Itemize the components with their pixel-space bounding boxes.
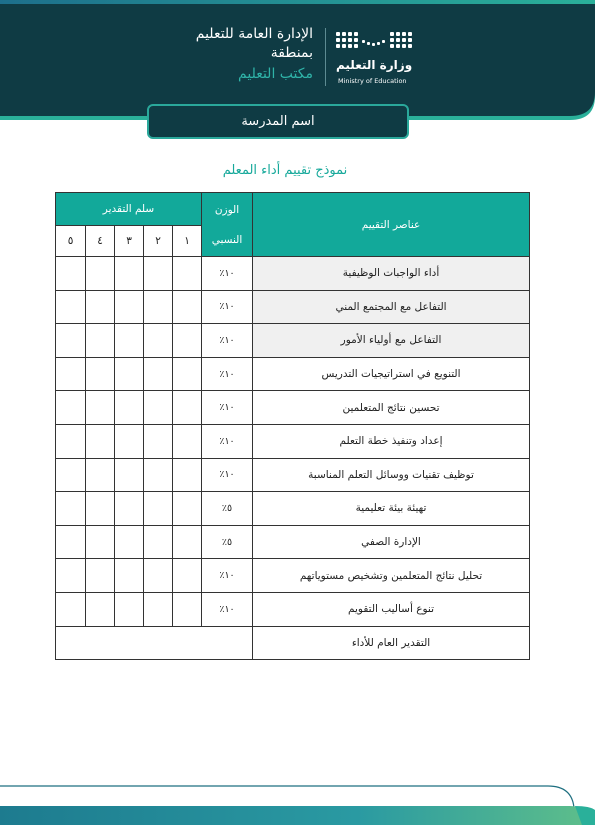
weight-cell: ١٠٪ [202, 324, 253, 358]
scale-4: ٤ [86, 226, 115, 257]
school-name-box: اسم المدرسة [147, 104, 409, 139]
criterion-cell: إعداد وتنفيذ خطة التعلم [253, 424, 530, 458]
scale-2: ٢ [144, 226, 173, 257]
footer-decoration [0, 780, 595, 825]
score-cell[interactable] [86, 525, 115, 559]
weight-cell: ١٠٪ [202, 257, 253, 291]
score-cell[interactable] [115, 458, 144, 492]
score-cell[interactable] [173, 290, 202, 324]
weight-header-line-2: النسبي [211, 233, 243, 246]
criterion-cell: التفاعل مع أولياء الأمور [253, 324, 530, 358]
weight-cell: ١٠٪ [202, 592, 253, 626]
score-cell[interactable] [115, 559, 144, 593]
score-cell[interactable] [115, 492, 144, 526]
criterion-cell: تحليل نتائج المتعلمين وتشخيص مستوياتهم [253, 559, 530, 593]
score-cell[interactable] [115, 324, 144, 358]
score-cell[interactable] [86, 492, 115, 526]
header-divider [325, 28, 326, 86]
weight-cell: ١٠٪ [202, 559, 253, 593]
table-row [56, 559, 530, 593]
score-cell[interactable] [56, 458, 86, 492]
score-cell[interactable] [173, 324, 202, 358]
weight-header-line-1: الوزن [214, 203, 240, 216]
overall-score-cell[interactable] [56, 626, 253, 660]
table-row [56, 257, 530, 291]
page-header [0, 0, 595, 140]
table-row [56, 324, 530, 358]
form-title: نموذج تقييم أداء المعلم [222, 163, 348, 178]
criteria-header: عناصر التقييم [253, 193, 530, 257]
score-cell[interactable] [144, 290, 173, 324]
score-cell[interactable] [115, 391, 144, 425]
score-cell[interactable] [173, 357, 202, 391]
score-cell[interactable] [56, 424, 86, 458]
table-row [56, 458, 530, 492]
score-cell[interactable] [86, 424, 115, 458]
score-cell[interactable] [115, 257, 144, 291]
directorate-line-2: بمنطقة [270, 45, 313, 61]
score-cell[interactable] [56, 357, 86, 391]
score-cell[interactable] [86, 391, 115, 425]
table-row [56, 357, 530, 391]
weight-cell: ١٠٪ [202, 391, 253, 425]
score-cell[interactable] [173, 257, 202, 291]
score-cell[interactable] [144, 257, 173, 291]
score-cell[interactable] [144, 391, 173, 425]
table-row [56, 525, 530, 559]
score-cell[interactable] [86, 458, 115, 492]
score-cell[interactable] [144, 492, 173, 526]
directorate-line-1: الإدارة العامة للتعليم [195, 26, 313, 42]
directorate-title [93, 25, 313, 63]
score-cell[interactable] [56, 290, 86, 324]
weight-cell: ١٠٪ [202, 357, 253, 391]
weight-cell: ٥٪ [202, 525, 253, 559]
score-cell[interactable] [173, 492, 202, 526]
score-cell[interactable] [86, 357, 115, 391]
score-cell[interactable] [173, 525, 202, 559]
criterion-cell: الإدارة الصفي [253, 525, 530, 559]
score-cell[interactable] [144, 357, 173, 391]
score-cell[interactable] [115, 525, 144, 559]
table-row [56, 290, 530, 324]
rating-scale-header: سلم التقدير [56, 193, 202, 226]
score-cell[interactable] [173, 592, 202, 626]
weight-header [202, 193, 253, 257]
score-cell[interactable] [115, 424, 144, 458]
score-cell[interactable] [173, 458, 202, 492]
score-cell[interactable] [115, 592, 144, 626]
score-cell[interactable] [173, 391, 202, 425]
score-cell[interactable] [86, 290, 115, 324]
score-cell[interactable] [86, 324, 115, 358]
scale-1: ١ [173, 226, 202, 257]
ministry-name-english: Ministry of Education [338, 77, 407, 85]
score-cell[interactable] [144, 525, 173, 559]
score-cell[interactable] [86, 257, 115, 291]
scale-3: ٣ [115, 226, 144, 257]
criterion-cell: تحسين نتائج المتعلمين [253, 391, 530, 425]
ministry-name-arabic: وزارة التعليم [336, 58, 413, 72]
weight-cell: ١٠٪ [202, 290, 253, 324]
score-cell[interactable] [56, 592, 86, 626]
scale-5: ٥ [56, 226, 86, 257]
score-cell[interactable] [56, 525, 86, 559]
score-cell[interactable] [56, 324, 86, 358]
score-cell[interactable] [86, 592, 115, 626]
criterion-cell: أداء الواجبات الوظيفية [253, 257, 530, 291]
score-cell[interactable] [56, 257, 86, 291]
score-cell[interactable] [144, 458, 173, 492]
score-cell[interactable] [173, 559, 202, 593]
overall-row [56, 626, 530, 660]
score-cell[interactable] [173, 424, 202, 458]
score-cell[interactable] [115, 290, 144, 324]
score-cell[interactable] [144, 592, 173, 626]
table-row [56, 391, 530, 425]
score-cell[interactable] [56, 391, 86, 425]
score-cell[interactable] [56, 559, 86, 593]
criterion-cell: توظيف تقنيات ووسائل التعلم المناسبة [253, 458, 530, 492]
weight-cell: ١٠٪ [202, 458, 253, 492]
overall-label: التقدير العام للأداء [253, 626, 530, 660]
score-cell[interactable] [86, 559, 115, 593]
table-row [56, 424, 530, 458]
table-row [56, 592, 530, 626]
score-cell[interactable] [56, 492, 86, 526]
criterion-cell: التفاعل مع المجتمع المني [253, 290, 530, 324]
criterion-cell: التنويع في استراتيجيات التدريس [253, 357, 530, 391]
score-cell[interactable] [144, 559, 173, 593]
score-cell[interactable] [144, 424, 173, 458]
ministry-logo [336, 30, 416, 90]
ministry-logo-icon [336, 30, 412, 52]
table-row [56, 492, 530, 526]
criterion-cell: تهيئة بيئة تعليمية [253, 492, 530, 526]
score-cell[interactable] [144, 324, 173, 358]
weight-cell: ١٠٪ [202, 424, 253, 458]
weight-cell: ٥٪ [202, 492, 253, 526]
criterion-cell: تنوع أساليب التقويم [253, 592, 530, 626]
score-cell[interactable] [115, 357, 144, 391]
evaluation-table [55, 192, 530, 660]
education-office-label: مكتب التعليم [238, 66, 313, 82]
